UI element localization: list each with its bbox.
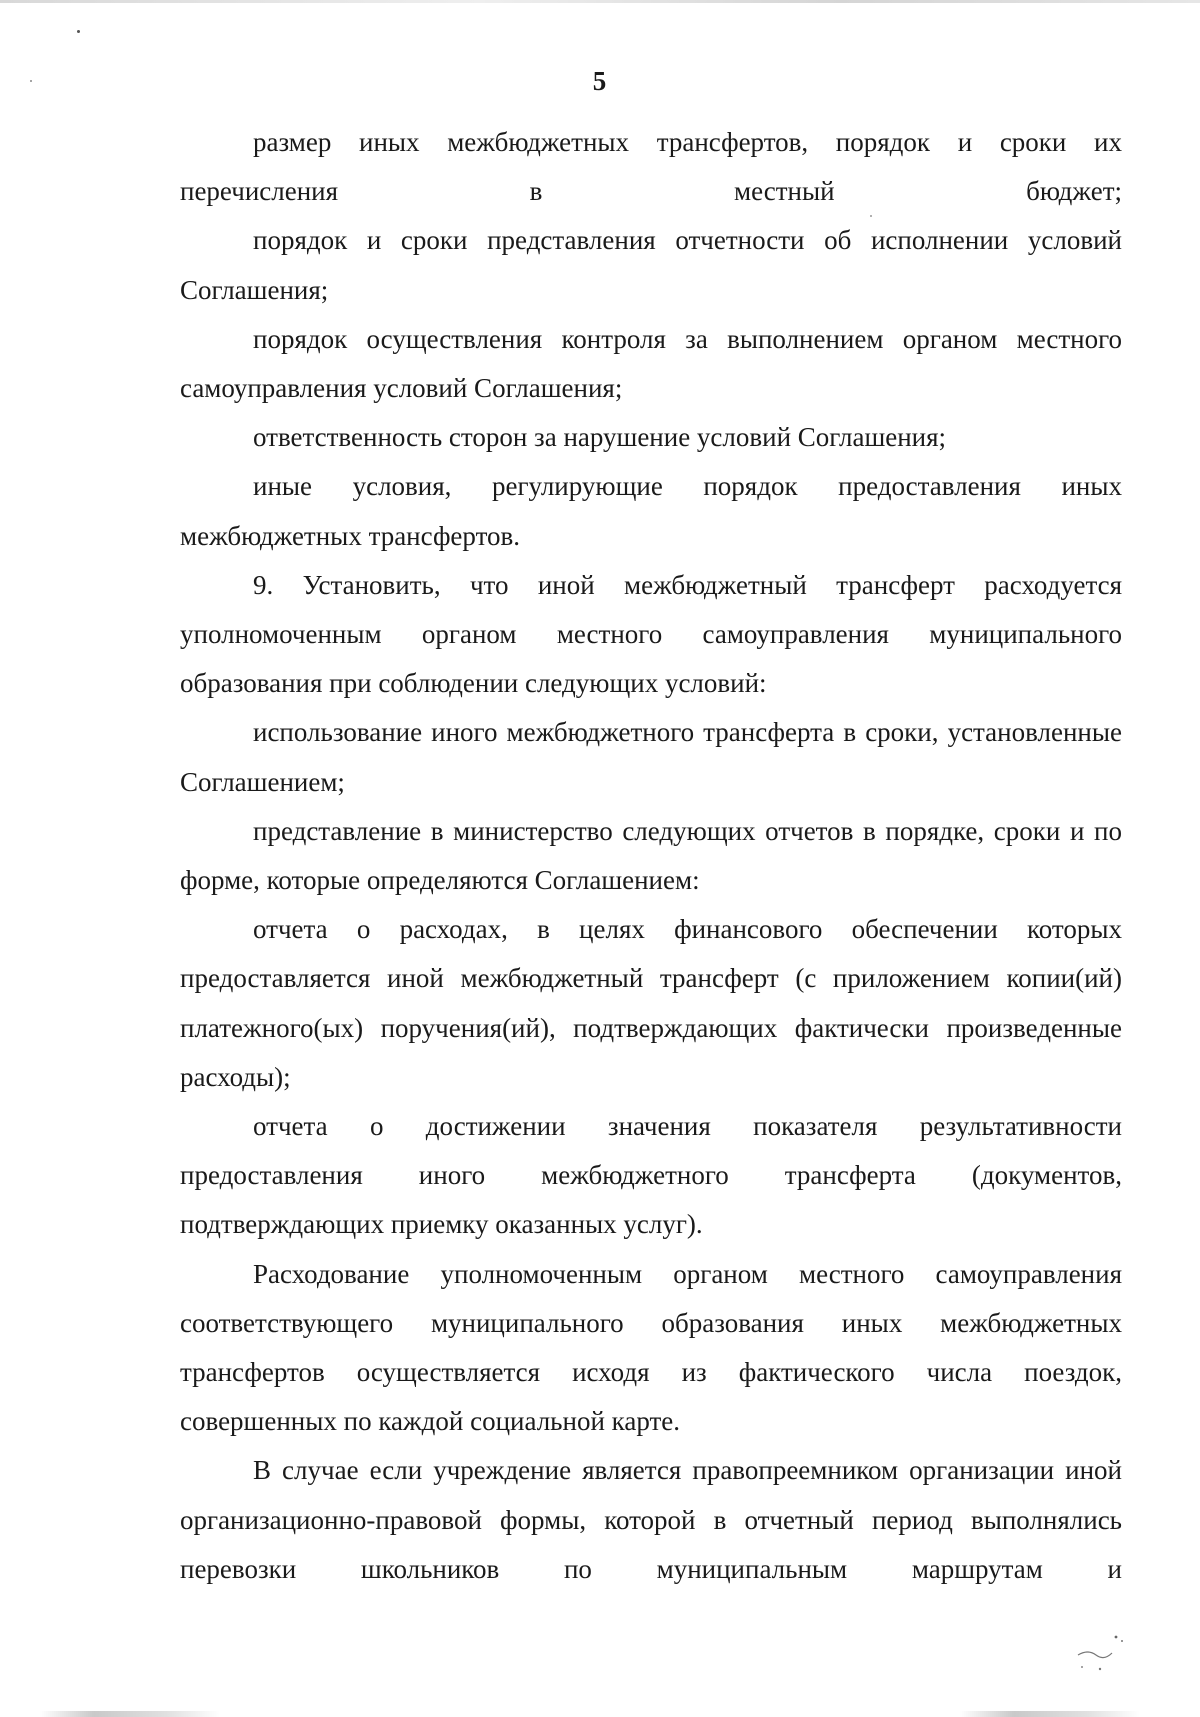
scan-edge bbox=[40, 1711, 220, 1717]
paragraph: ответственность сторон за нарушение условий Соглашения; bbox=[253, 422, 947, 453]
scan-edge bbox=[960, 1711, 1140, 1717]
paragraph: порядок и сроки представления отчетности об исполнении условий Соглашения; bbox=[180, 225, 1122, 305]
scan-smudge bbox=[1070, 1627, 1130, 1677]
paragraph: размер иных межбюджетных трансфертов, порядок и сроки их перечисления в местный бюджет; bbox=[180, 127, 1122, 207]
paragraph: иные условия, регулирующие порядок предоставления иных межбюджетных трансфертов. bbox=[180, 471, 1122, 551]
paragraph: Расходование уполномоченным органом местного самоуправления соответствующего муниципального образования иных межбюджетных трансфертов осуществляется исходя из фактического числа поездок, совершенных по каждой социальной карте. bbox=[180, 1258, 1122, 1437]
paragraph: отчета о расходах, в целях финансового обеспечении которых предоставляется иной межбюджетный трансферт (с приложением копии(ий) платежного(ых) поручения(ий), подтверждающих фактически произведенные расходы); bbox=[180, 914, 1122, 1092]
paragraph: порядок осуществления контроля за выполнением органом местного самоуправления условий Соглашения; bbox=[180, 323, 1122, 404]
document-body bbox=[180, 118, 1122, 1594]
paragraph: представление в министерство следующих отчетов в порядке, сроки и по форме, которые определяются Соглашением: bbox=[180, 815, 1122, 896]
paragraph: отчета о достижении значения показателя результативности предоставления иного межбюджетного трансферта (документов, подтверждающих приемку оказанных услуг). bbox=[180, 1111, 1122, 1240]
paragraph: 9. Установить, что иной межбюджетный трансферт расходуется уполномоченным органом местного самоуправления муниципального образования при соблюдении следующих условий: bbox=[180, 569, 1122, 699]
paragraph: использование иного межбюджетного трансферта в сроки, установленные Соглашением; bbox=[180, 717, 1122, 797]
scan-edge bbox=[0, 0, 1200, 3]
paragraph: В случае если учреждение является правопреемником организации иной организационно-правовой формы, которой в отчетный период выполнялись перевозки школьников по муниципальным маршрутам и bbox=[180, 1455, 1122, 1584]
page-number: 5 bbox=[592, 66, 608, 96]
scan-speck bbox=[77, 30, 80, 33]
